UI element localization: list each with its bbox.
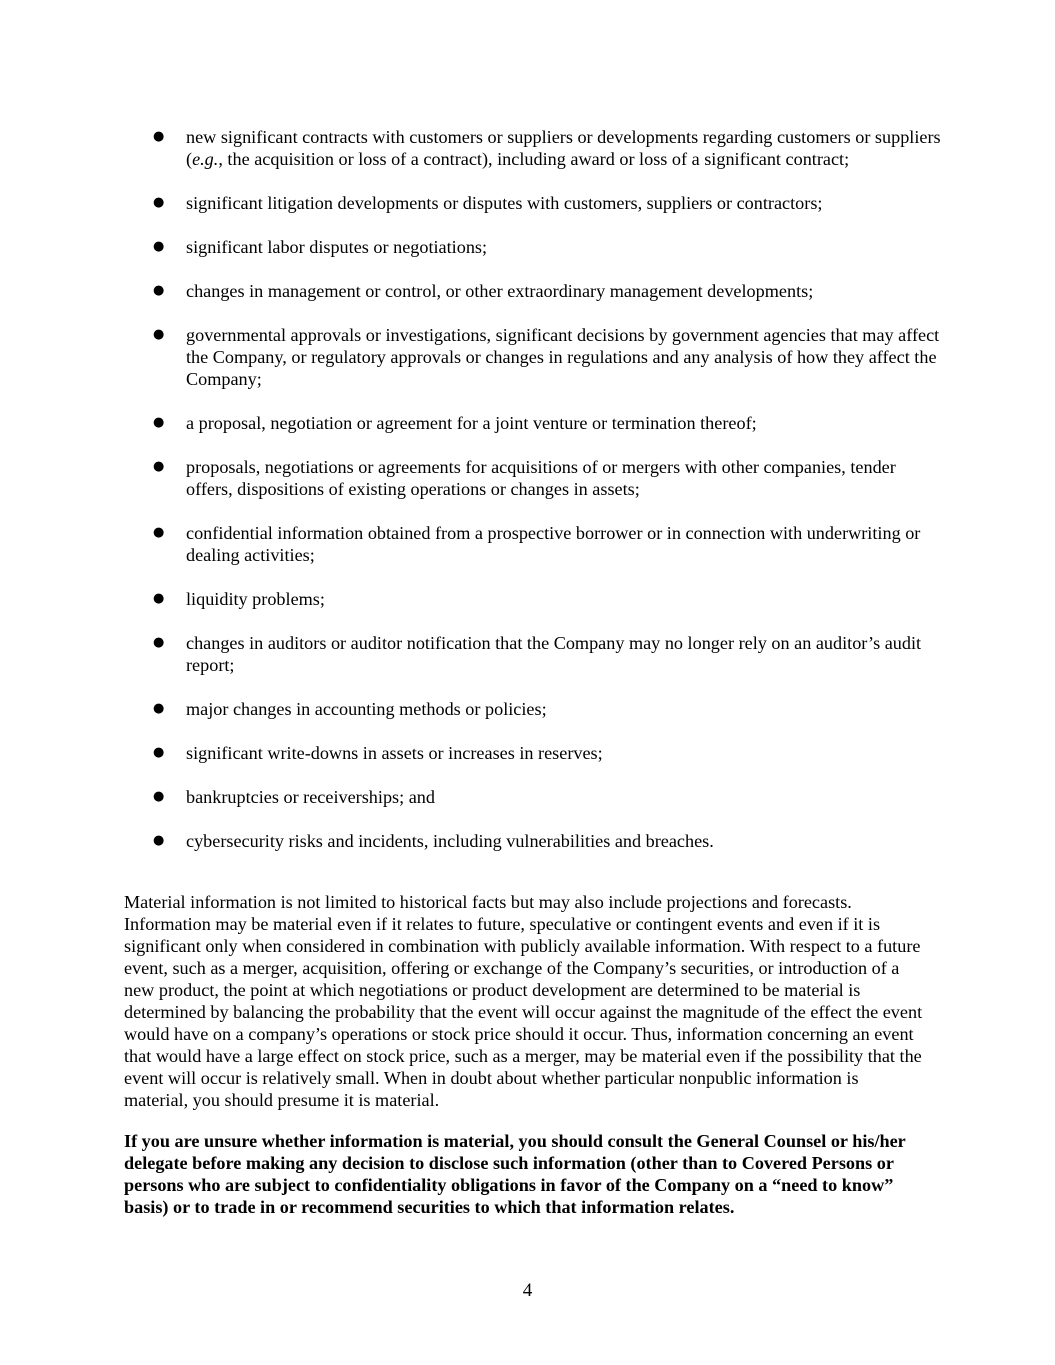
list-item-text: liquidity problems; (186, 589, 325, 609)
list-item-text: significant write-downs in assets or increases in reserves; (186, 743, 603, 763)
list-item-text: significant litigation developments or disputes with customers, suppliers or contractors; (186, 193, 823, 213)
list-item-text: proposals, negotiations or agreements for acquisitions of or mergers with other companies, tender offers, dispositions of existing operations or changes in assets; (186, 457, 896, 499)
list-item (153, 786, 943, 808)
bullet-icon: ● (153, 239, 165, 254)
list-item-text: new significant contracts with customers or suppliers or developments regarding customers or suppliers (e.g., the acquisition or loss of a contract), including award or loss of a significant contract; (186, 127, 941, 169)
consult-counsel-notice: If you are unsure whether information is material, you should consult the General Counsel or his/her delegate before making any decision to disclose such information (other than to Covered Persons or persons who are subject to confidentiality obligations in favor of the Company on a “need to know” basis) or to trade in or recommend securities to which that information relates. (124, 1131, 906, 1217)
list-item (153, 632, 943, 676)
bullet-icon: ● (153, 415, 165, 430)
list-item (153, 126, 943, 170)
page-number: 4 (522, 1280, 533, 1301)
bullet-icon: ● (153, 525, 165, 540)
bullet-icon: ● (153, 327, 165, 342)
list-item-text: significant labor disputes or negotiations; (186, 237, 488, 257)
bullet-icon: ● (153, 701, 165, 716)
bullet-icon: ● (153, 591, 165, 606)
bullet-icon: ● (153, 833, 165, 848)
bullet-icon: ● (153, 129, 165, 144)
list-item (153, 192, 943, 214)
material-information-list (153, 126, 943, 874)
list-item-text: confidential information obtained from a prospective borrower or in connection with underwriting or dealing activities; (186, 523, 921, 565)
bullet-icon: ● (153, 745, 165, 760)
list-item (153, 236, 943, 258)
materiality-paragraph: Material information is not limited to historical facts but may also include projections and forecasts. Information may be material even if it relates to future, speculative or contingent events and even if it is significant only when considered in combination with publicly available information. With respect to a future event, such as a merger, acquisition, offering or exchange of the Company’s securities, or introduction of a new product, the point at which negotiations or product development are determined to be material is determined by balancing the probability that the event will occur against the magnitude of the effect the event would have on a company’s operations or stock price should it occur. Thus, information concerning an event that would have a large effect on stock price, such as a merger, may be material even if the possibility that the event will occur is relatively small. When in doubt about whether particular nonpublic information is material, you should presume it is material. (124, 892, 923, 1110)
bullet-icon: ● (153, 283, 165, 298)
list-item (153, 324, 943, 390)
list-item (153, 280, 943, 302)
list-item-text: major changes in accounting methods or policies; (186, 699, 547, 719)
bullet-icon: ● (153, 459, 165, 474)
list-item (153, 522, 943, 566)
list-item (153, 588, 943, 610)
list-item (153, 698, 943, 720)
list-item-text: governmental approvals or investigations, significant decisions by government agencies that may affect the Company, or regulatory approvals or changes in regulations and any analysis of how they affect the Company; (186, 325, 940, 389)
list-item-text: bankruptcies or receiverships; and (186, 787, 435, 807)
list-item (153, 830, 943, 852)
bullet-icon: ● (153, 195, 165, 210)
list-item (153, 412, 943, 434)
list-item-text: a proposal, negotiation or agreement for a joint venture or termination thereof; (186, 413, 757, 433)
bullet-icon: ● (153, 635, 165, 650)
list-item-text: cybersecurity risks and incidents, including vulnerabilities and breaches. (186, 831, 714, 851)
list-item-text: changes in auditors or auditor notification that the Company may no longer rely on an auditor’s audit report; (186, 633, 922, 675)
italic-abbreviation: e.g. (192, 149, 219, 169)
bullet-icon: ● (153, 789, 165, 804)
list-item-text: changes in management or control, or other extraordinary management developments; (186, 281, 814, 301)
list-item (153, 742, 943, 764)
list-item (153, 456, 943, 500)
